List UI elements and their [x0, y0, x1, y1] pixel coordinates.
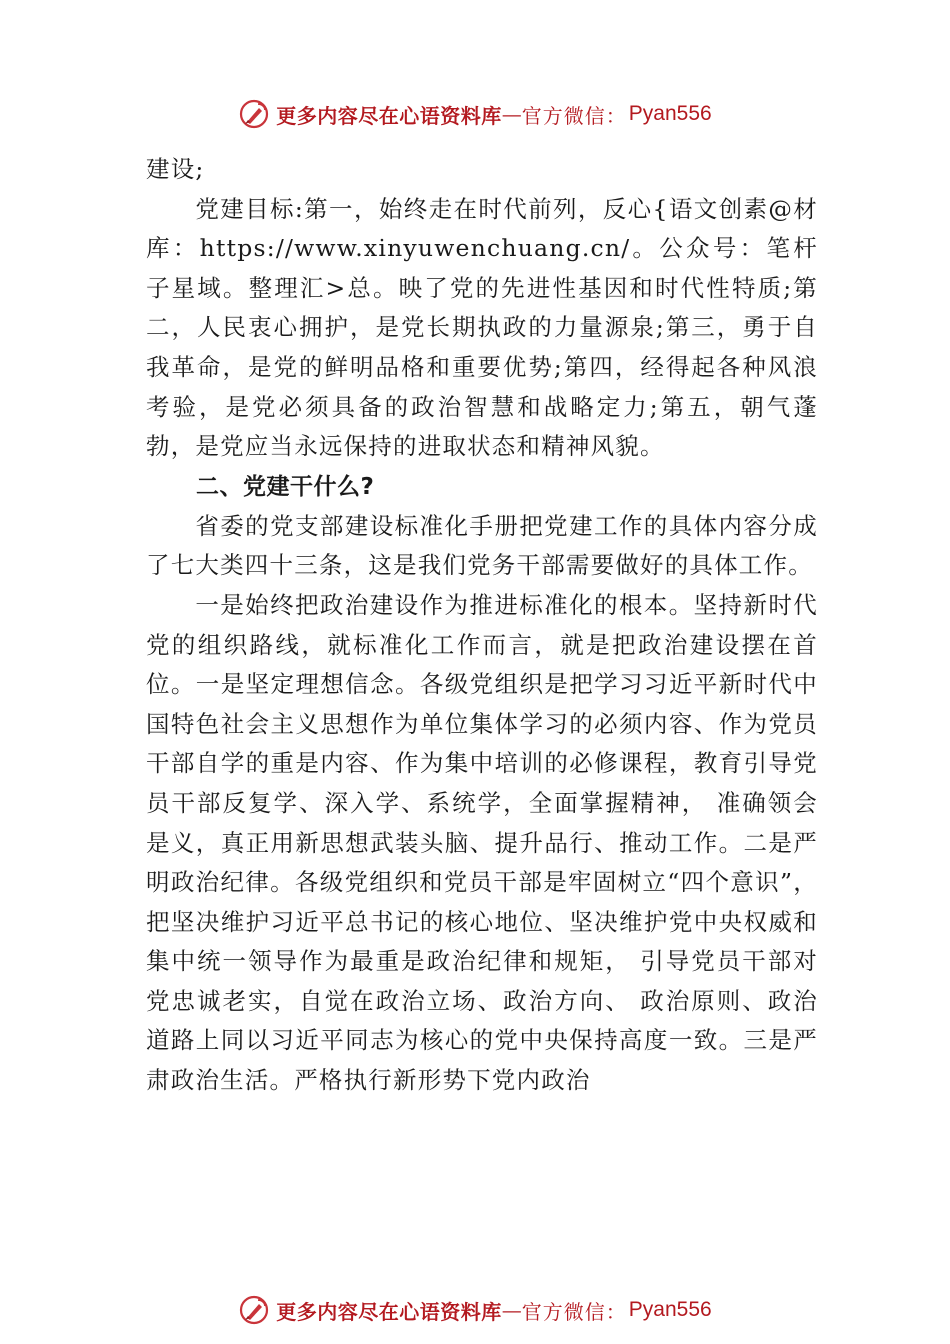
header-watermark [0, 94, 950, 134]
watermark-wechat-id: Pyan556 [628, 1298, 712, 1321]
paragraph-handbook: 省委的党支部建设标准化手册把党建工作的具体内容分成了七大类四十三条，这是我们党务干部需要做好的具体工作。 [146, 511, 818, 580]
paragraph-continuation: 建设; [146, 155, 205, 183]
paragraph-goals: 党建目标:第一，始终走在时代前列，反心{语文创素@材库：https://www.xinyuwenchuang.cn/。公众号：笔杆子星域。整理汇>总。映了党的先进性基因和时代性特质;第二，人民衷心拥护，是党长期执政的力量源泉;第三，勇于自我革命，是党的鲜明品格和重要优势;第四，经得起各种风浪考验，是党必须具备的政治智慧和战略定力;第五，朝气蓬勃，是党应当永远保持的进取状态和精神风貌。 [146, 194, 818, 461]
footer-watermark [0, 1290, 950, 1330]
paragraph-political-building: 一是始终把政治建设作为推进标准化的根本。坚持新时代党的组织路线，就标准化工作而言，就是把政治建设摆在首位。一是坚定理想信念。各级党组织是把学习习近平新时代中国特色社会主义思想作为单位集体学习的必须内容、作为党员干部自学的重是内容、作为集中培训的必修课程，教育引导党员干部反复学、深入学、系统学，全面掌握精神， 准确领会是义，真正用新思想武装头脑、提升品行、推动工作。二是严明政治纪律。各级党组织和党员干部是牢固树立“四个意识”，把坚决维护习近平总书记的核心地位、坚决维护党中央权威和集中统一领导作为最重是政治纪律和规矩， 引导党员干部对党忠诚老实，自觉在政治立场、政治方向、 政治原则、政治道路上同以习近平同志为核心的党中央保持高度一致。三是严肃政治生活。严格执行新形势下党内政治 [146, 590, 818, 1095]
watermark-official-label: 官方微信： [521, 103, 627, 128]
watermark-site-text: 更多内容尽在心语资料库 [276, 103, 502, 128]
section-heading: 二、党建干什么? [196, 473, 375, 500]
pen-nib-icon [238, 98, 270, 130]
watermark-separator: — [501, 1298, 522, 1322]
watermark-site-text: 更多内容尽在心语资料库 [276, 1299, 502, 1324]
watermark-official-label: 官方微信： [521, 1299, 627, 1324]
pen-nib-icon [238, 1294, 270, 1326]
watermark-separator: — [501, 102, 522, 126]
document-body [146, 150, 818, 1101]
watermark-wechat-id: Pyan556 [628, 102, 712, 125]
